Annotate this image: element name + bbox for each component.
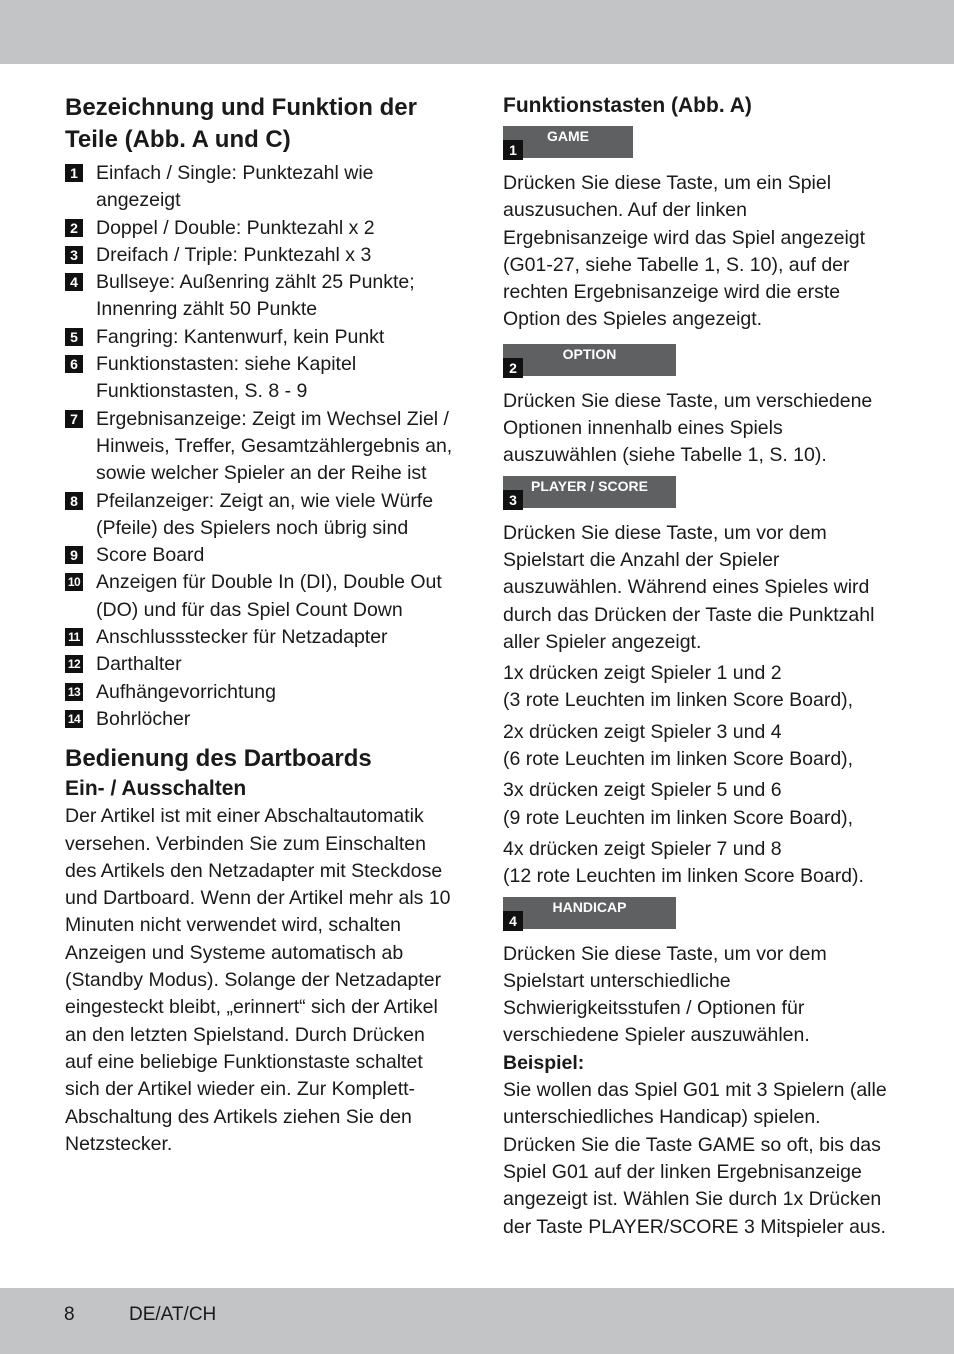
example-label: Beispiel: — [503, 1051, 585, 1074]
list-item — [65, 324, 455, 351]
region-label: DE/AT/CH — [129, 1304, 217, 1325]
key-label: GAME — [503, 126, 633, 158]
item-text: Score Board — [96, 544, 205, 567]
key-game-text: Drücken Sie diese Taste, um ein Spiel auszusuchen. Auf der linken Ergebnisanzeige wird das Spiel angezeigt (G01-27, siehe Tabelle 1, S. 10), auf der rechten Ergebnisanzeige wird die erste Option des Spieles angezeigt. — [503, 172, 866, 331]
key-number: 1 — [503, 140, 523, 160]
key-option-text: Drücken Sie diese Taste, um verschiedene Optionen innenhalb eines Spiels auszuwählen (siehe Tabelle 1, S. 10). — [503, 389, 873, 467]
item-text: Anzeigen für Double In (DI), Double Out (DO) und für das Spiel Count Down — [96, 571, 442, 621]
list-item — [65, 679, 455, 706]
left-column — [65, 92, 455, 1158]
press-note: (3 rote Leuchten im linken Score Board), — [503, 689, 854, 712]
item-text: Doppel / Double: Punktezahl x 2 — [96, 216, 375, 239]
header-bar — [0, 0, 954, 64]
item-text: Dreifach / Triple: Punktezahl x 3 — [96, 243, 372, 266]
key-number: 3 — [503, 490, 523, 510]
list-item — [65, 569, 455, 624]
sub-heading: Ein- / Ausschalten — [65, 777, 247, 801]
parts-list — [65, 160, 455, 733]
function-keys-heading: Funktionstasten (Abb. A) — [503, 94, 752, 117]
key-handicap — [503, 897, 893, 931]
item-number: 1 — [65, 164, 83, 182]
item-text: Pfeilanzeiger: Zeigt an, wie viele Würfe (Pfeile) des Spielers noch übrig sind — [96, 489, 434, 539]
item-text: Einfach / Single: Punktezahl wie angezeigt — [96, 162, 374, 212]
section-heading: Bedienung des Dartboards — [65, 745, 372, 773]
key-label: HANDICAP — [503, 897, 676, 929]
item-number: 6 — [65, 355, 83, 373]
key-player-text: Drücken Sie diese Taste, um vor dem Spielstart die Anzahl der Spieler auszuwählen. Während eines Spieles wird durch das Drücken der Taste die Punktzahl aller Spieler angezeigt. — [503, 521, 875, 653]
page-number: 8 — [64, 1304, 75, 1325]
key-handicap-text: Drücken Sie diese Taste, um vor dem Spielstart unterschiedliche Schwierigkeitsstufen / Optionen für verschiedene Spieler auszuwählen. — [503, 942, 827, 1047]
example-text: Sie wollen das Spiel G01 mit 3 Spielern (alle unterschiedliches Handicap) spielen. Drücken Sie die Taste GAME so oft, bis das Spiel G01 auf der linken Ergebnisanzeige angezeigt ist. Wählen Sie durch 1x Drücken der Taste PLAYER/SCORE 3 Mitspieler aus. — [503, 1079, 887, 1238]
footer-bar — [0, 1288, 954, 1354]
list-item — [65, 269, 455, 324]
item-number: 14 — [65, 710, 83, 728]
key-number: 4 — [503, 911, 523, 931]
item-number: 11 — [65, 628, 83, 646]
list-item — [65, 651, 455, 678]
item-text: Bullseye: Außenring zählt 25 Punkte; Innenring zählt 50 Punkte — [96, 271, 415, 321]
item-number: 13 — [65, 683, 83, 701]
item-number: 8 — [65, 492, 83, 510]
press-note: (6 rote Leuchten im linken Score Board), — [503, 748, 854, 771]
item-number: 4 — [65, 273, 83, 291]
item-number: 2 — [65, 219, 83, 237]
list-item — [65, 406, 455, 488]
press-note: (9 rote Leuchten im linken Score Board), — [503, 806, 854, 829]
item-text: Fangring: Kantenwurf, kein Punkt — [96, 325, 385, 348]
item-number: 9 — [65, 546, 83, 564]
list-item — [65, 542, 455, 569]
right-column — [503, 92, 893, 1241]
item-number: 5 — [65, 328, 83, 346]
item-text: Anschlussstecker für Netzadapter — [96, 626, 388, 649]
list-item — [65, 351, 455, 406]
item-text: Bohrlöcher — [96, 707, 191, 730]
key-player-score — [503, 476, 893, 510]
item-text: Aufhängevorrichtung — [96, 680, 276, 703]
key-number: 2 — [503, 358, 523, 378]
item-text: Darthalter — [96, 653, 182, 676]
press-note: (12 rote Leuchten im linken Score Board). — [503, 865, 864, 888]
press-line: 4x drücken zeigt Spieler 7 und 8 — [503, 837, 782, 860]
list-item — [65, 706, 455, 733]
item-number: 7 — [65, 410, 83, 428]
key-option — [503, 344, 893, 378]
key-game — [503, 126, 893, 160]
press-line: 3x drücken zeigt Spieler 5 und 6 — [503, 779, 782, 802]
parts-heading: Bezeichnung und Funktion der Teile (Abb. A und C) — [65, 94, 417, 153]
item-text: Ergebnisanzeige: Zeigt im Wechsel Ziel / Hinweis, Treffer, Gesamtzählergebnis an, sowie welcher Spieler an der Reihe ist — [96, 407, 453, 485]
item-text: Funktionstasten: siehe Kapitel Funktionstasten, S. 8 - 9 — [96, 353, 357, 403]
press-line: 1x drücken zeigt Spieler 1 und 2 — [503, 662, 782, 685]
key-label: PLAYER / SCORE — [503, 476, 676, 508]
key-label: OPTION — [503, 344, 676, 376]
press-line: 2x drücken zeigt Spieler 3 und 4 — [503, 720, 782, 743]
list-item — [65, 215, 455, 242]
item-number: 3 — [65, 246, 83, 264]
list-item — [65, 242, 455, 269]
item-number: 10 — [65, 573, 83, 591]
list-item — [65, 624, 455, 651]
list-item — [65, 160, 455, 215]
list-item — [65, 488, 455, 543]
item-number: 12 — [65, 655, 83, 673]
power-paragraph: Der Artikel ist mit einer Abschaltautomatik versehen. Verbinden Sie zum Einschalten des Artikels den Netzadapter mit Steckdose und Dartboard. Wenn der Artikel mehr als 10 Minuten nicht verwendet wird, schalten Anzeigen und Systeme automatisch ab (Standby Modus). Solange der Netzadapter eingesteckt bleibt, „erinnert“ sich der Artikel an den letzten Spielstand. Durch Drücken auf eine beliebige Funktionstaste schaltet sich der Artikel wieder ein. Zur Komplett-Abschaltung des Artikels ziehen Sie den Netzstecker. — [65, 805, 451, 1155]
